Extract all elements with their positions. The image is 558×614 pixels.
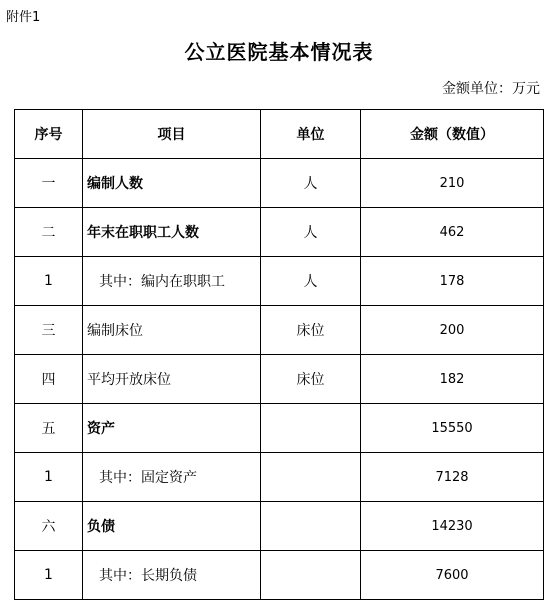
row-item-cell: 负债 — [83, 502, 261, 551]
row-item-cell: 年末在职职工人数 — [83, 208, 261, 257]
row-amount-cell: 7128 — [361, 453, 544, 502]
row-unit-cell — [261, 404, 361, 453]
row-seq-cell: 1 — [15, 257, 83, 306]
row-seq-cell: 五 — [15, 404, 83, 453]
row-item-cell: 平均开放床位 — [83, 355, 261, 404]
table-row — [15, 551, 544, 600]
row-amount-cell: 14230 — [361, 502, 544, 551]
row-unit-cell: 床位 — [261, 306, 361, 355]
row-unit-cell: 人 — [261, 208, 361, 257]
table-row — [15, 159, 544, 208]
table-row — [15, 208, 544, 257]
header-item: 项目 — [83, 110, 261, 159]
row-item-cell: 其中：固定资产 — [83, 453, 261, 502]
row-item-cell: 资产 — [83, 404, 261, 453]
table-row — [15, 404, 544, 453]
row-item-cell: 编制人数 — [83, 159, 261, 208]
row-amount-cell: 15550 — [361, 404, 544, 453]
table-row — [15, 502, 544, 551]
row-unit-cell — [261, 551, 361, 600]
row-seq-cell: 1 — [15, 551, 83, 600]
amount-unit-note: 金额单位：万元 — [442, 81, 540, 97]
row-unit-cell — [261, 453, 361, 502]
row-seq-cell: 四 — [15, 355, 83, 404]
row-seq-cell: 1 — [15, 453, 83, 502]
table-row — [15, 306, 544, 355]
row-amount-cell: 210 — [361, 159, 544, 208]
header-seq: 序号 — [15, 110, 83, 159]
row-item-cell: 编制床位 — [83, 306, 261, 355]
attachment-label: 附件1 — [6, 10, 41, 25]
row-seq-cell: 一 — [15, 159, 83, 208]
table-row — [15, 355, 544, 404]
row-amount-cell: 182 — [361, 355, 544, 404]
row-amount-cell: 462 — [361, 208, 544, 257]
row-seq-cell: 六 — [15, 502, 83, 551]
row-unit-cell: 人 — [261, 257, 361, 306]
row-amount-cell: 200 — [361, 306, 544, 355]
row-amount-cell: 178 — [361, 257, 544, 306]
row-item-cell: 其中：编内在职职工 — [83, 257, 261, 306]
header-amount: 金额（数值） — [361, 110, 544, 159]
table-body — [15, 159, 544, 600]
page-title: 公立医院基本情况表 — [184, 40, 374, 64]
table-row — [15, 257, 544, 306]
row-amount-cell: 7600 — [361, 551, 544, 600]
row-seq-cell: 二 — [15, 208, 83, 257]
header-unit: 单位 — [261, 110, 361, 159]
row-item-cell: 其中：长期负债 — [83, 551, 261, 600]
table-row — [15, 453, 544, 502]
row-seq-cell: 三 — [15, 306, 83, 355]
row-unit-cell — [261, 502, 361, 551]
hospital-info-table — [14, 109, 544, 600]
row-unit-cell: 床位 — [261, 355, 361, 404]
row-unit-cell: 人 — [261, 159, 361, 208]
table-header-row — [15, 110, 544, 159]
